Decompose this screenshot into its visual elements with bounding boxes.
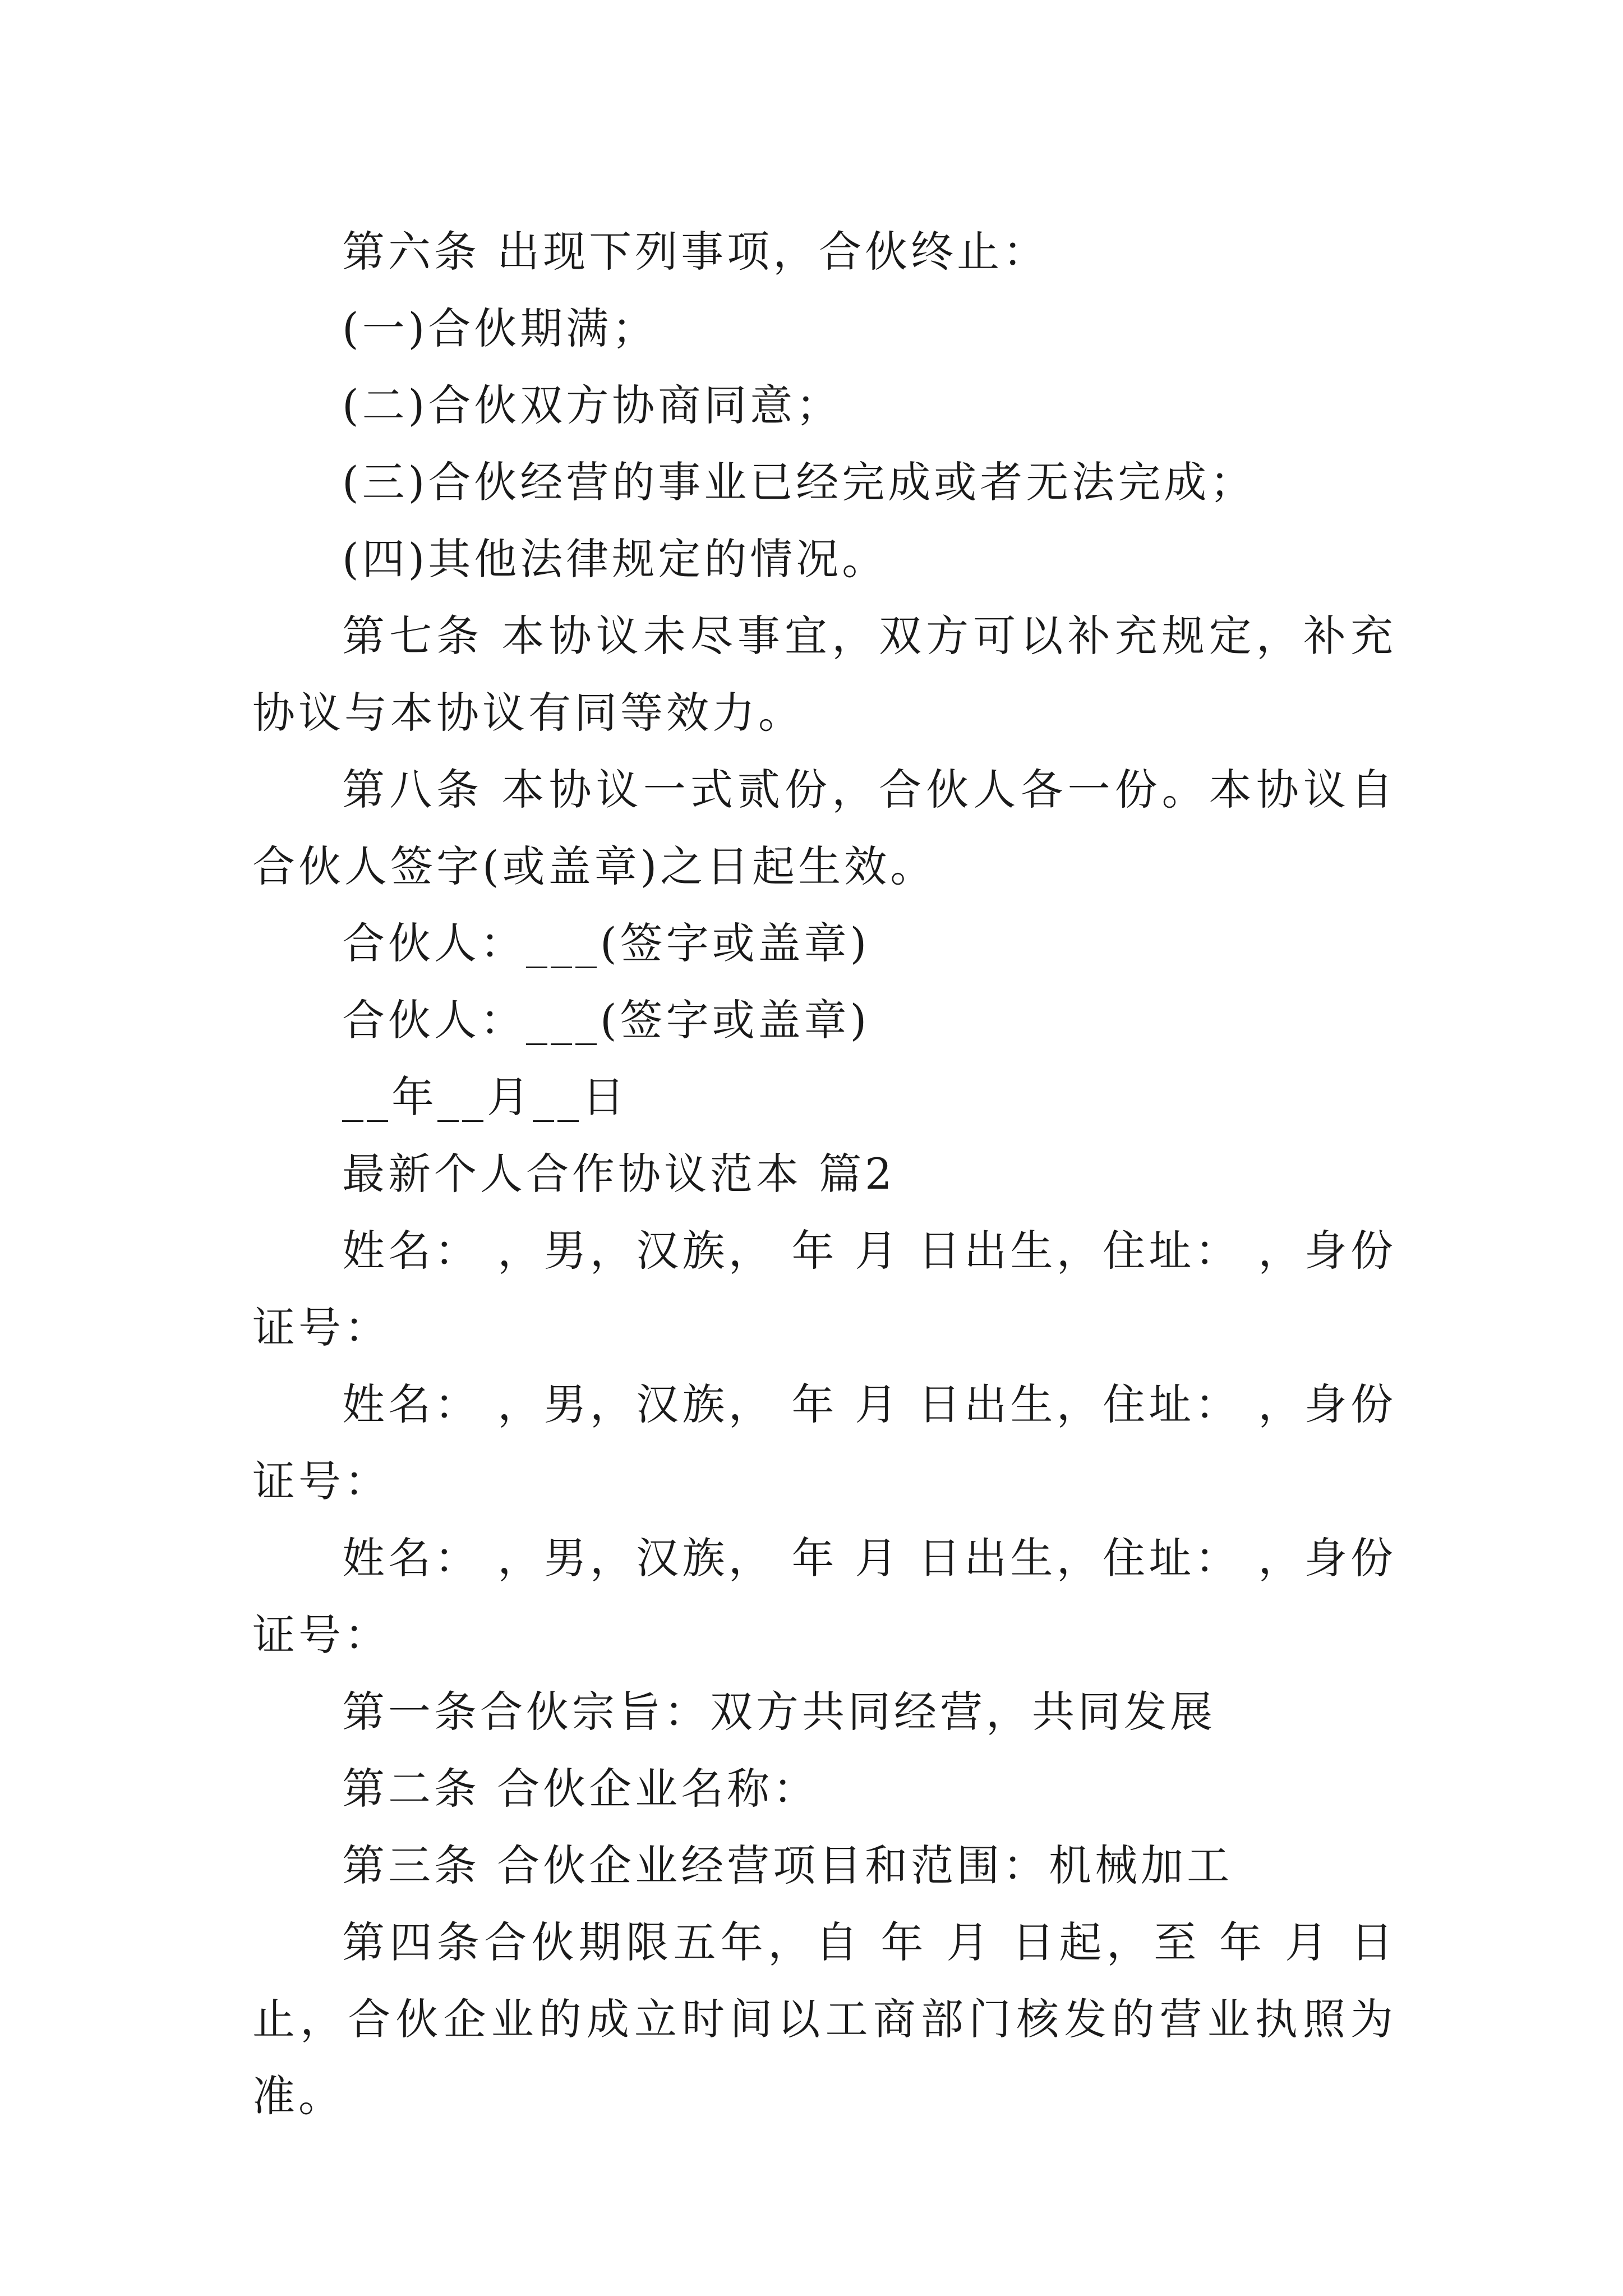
paragraph-article-4: 第四条合伙期限五年，自 年 月 日起，至 年 月 日止，合伙企业的成立时间以工商部门核发的营业执照为准。 (252, 1917, 1396, 2121)
paragraph-article-3: 第三条 合伙企业经营项目和范围：机械加工 (342, 1841, 1233, 1890)
signature-line-partner-2: 合伙人：___(签字或盖章) (342, 995, 870, 1045)
partner-info-2: 姓名： ，男，汉族， 年 月 日出生，住址： ，身份证号： (252, 1379, 1396, 1506)
paragraph-article-2: 第二条 合伙企业名称： (342, 1764, 819, 1814)
paragraph-article-7: 第七条 本协议未尽事宜，双方可以补充规定，补充协议与本协议有同等效力。 (252, 611, 1396, 738)
section-title-part-2: 最新个人合作协议范本 篇2 (342, 1149, 896, 1199)
paragraph-termination-heading: 第六条 出现下列事项，合伙终止： (342, 227, 1049, 277)
paragraph-termination-item-4: (四)其他法律规定的情况。 (342, 534, 888, 584)
paragraph-termination-item-1: (一)合伙期满； (342, 303, 658, 353)
paragraph-termination-item-2: (二)合伙双方协商同意； (342, 380, 842, 430)
document-body (252, 213, 1396, 2134)
paragraph-article-1: 第一条合伙宗旨：双方共同经营，共同发展 (342, 1687, 1216, 1737)
date-line: __年__月__日 (342, 1072, 628, 1122)
partner-info-1: 姓名： ，男，汉族， 年 月 日出生，住址： ，身份证号： (252, 1226, 1396, 1352)
paragraph-termination-item-3: (三)合伙经营的事业已经完成或者无法完成； (342, 457, 1256, 507)
paragraph-article-8: 第八条 本协议一式贰份，合伙人各一份。本协议自合伙人签字(或盖章)之日起生效。 (252, 765, 1396, 891)
signature-line-partner-1: 合伙人：___(签字或盖章) (342, 918, 870, 968)
partner-info-3: 姓名： ，男，汉族， 年 月 日出生，住址： ，身份证号： (252, 1533, 1396, 1660)
